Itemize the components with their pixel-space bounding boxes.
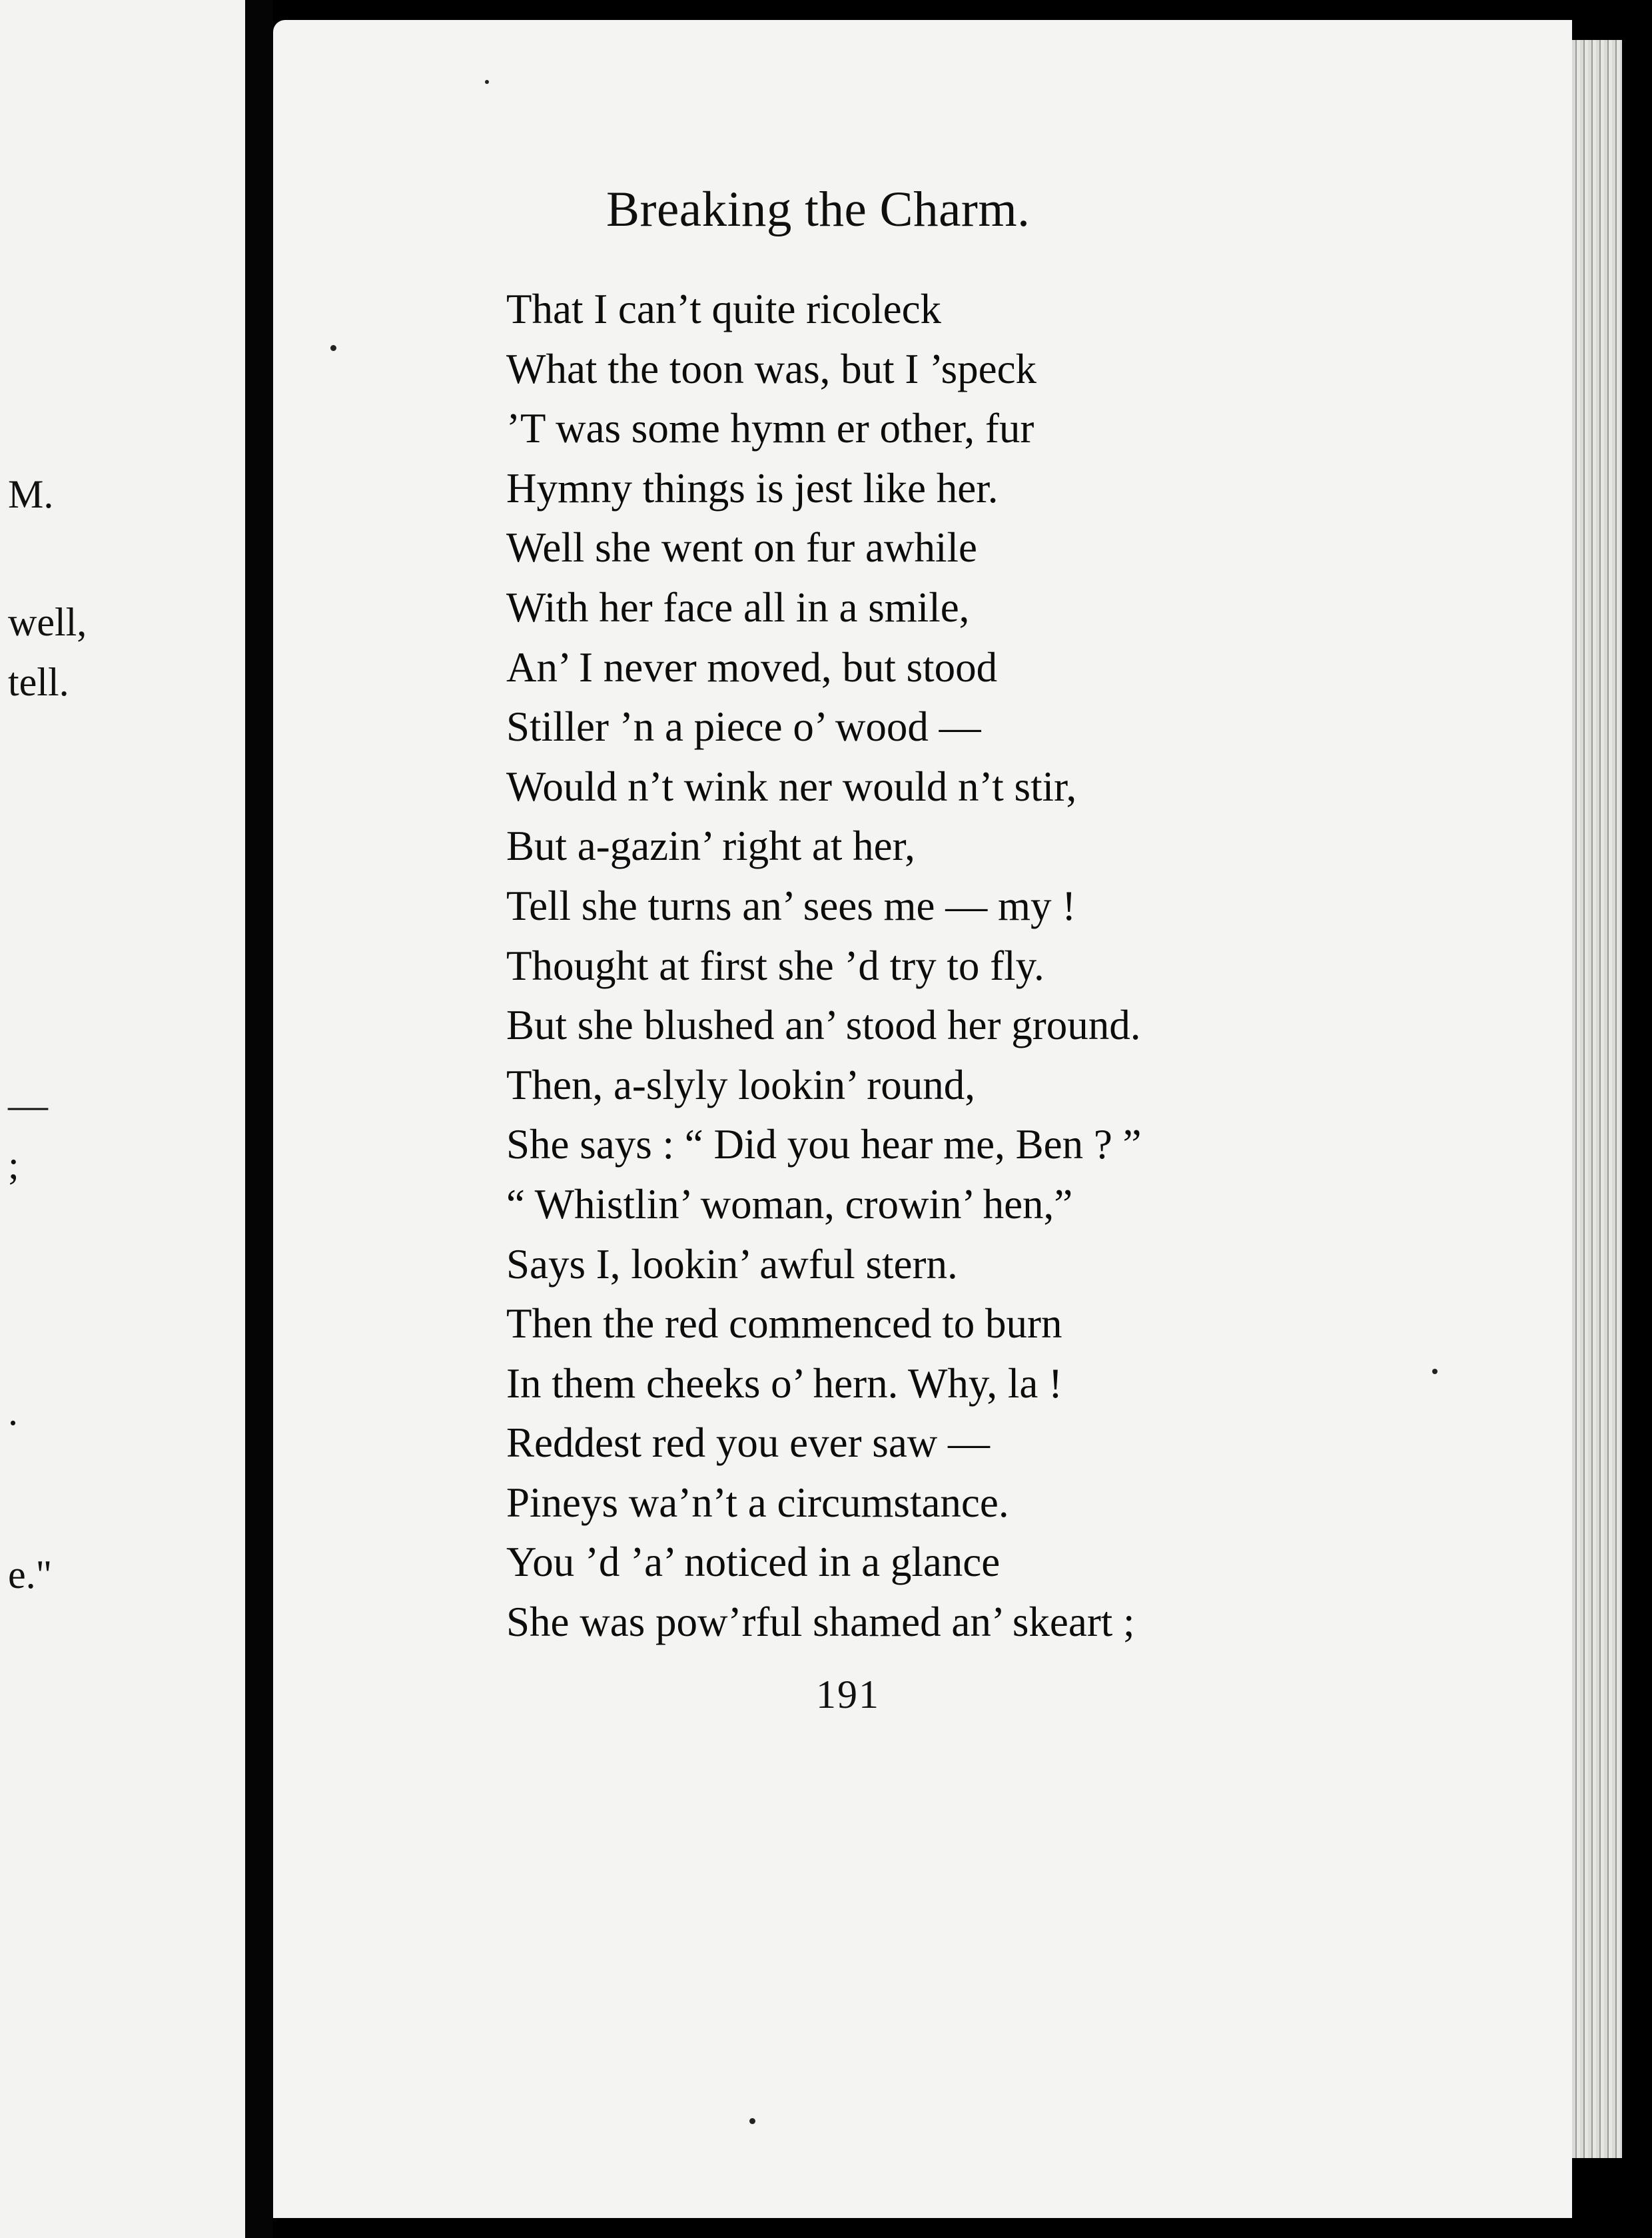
ink-speck bbox=[485, 80, 489, 84]
left-page-fragment: well, bbox=[8, 600, 87, 644]
poem-line: You ’d ’a’ noticed in a glance bbox=[506, 1539, 1001, 1586]
poem-line: What the toon was, but I ’speck bbox=[506, 345, 1037, 392]
poem-line: Reddest red you ever saw — bbox=[506, 1419, 991, 1467]
page-number: 191 bbox=[816, 1673, 880, 1716]
poem-line: “ Whistlin’ woman, crowin’ hen,” bbox=[506, 1180, 1073, 1228]
ink-speck bbox=[749, 2118, 755, 2124]
poem-line: Hymny things is jest like her. bbox=[506, 464, 999, 512]
poem-line: But she blushed an’ stood her ground. bbox=[506, 1002, 1141, 1049]
page-edges bbox=[1572, 40, 1622, 2158]
poem-line: She was pow’rful shamed an’ skeart ; bbox=[506, 1599, 1135, 1646]
poem-line: Stiller ’n a piece o’ wood — bbox=[506, 703, 981, 751]
left-page-fragment: — bbox=[8, 1083, 48, 1127]
poem-line: Thought at first she ’d try to fly. bbox=[506, 942, 1044, 989]
left-page-fragment: M. bbox=[8, 472, 54, 516]
left-page-fragment: ; bbox=[8, 1143, 19, 1187]
poem-line: With her face all in a smile, bbox=[506, 583, 970, 631]
poem-line: Then, a-slyly lookin’ round, bbox=[506, 1061, 975, 1108]
previous-page-edge bbox=[0, 0, 245, 2238]
poem-line: ’T was some hymn er other, fur bbox=[506, 405, 1034, 452]
poem-line: Pineys wa’n’t a circumstance. bbox=[506, 1479, 1009, 1526]
poem-text bbox=[506, 280, 1142, 1653]
poem-line: In them cheeks o’ hern. Why, la ! bbox=[506, 1359, 1063, 1407]
poem-line: Well she went on fur awhile bbox=[506, 524, 977, 571]
left-page-fragment: tell. bbox=[8, 660, 69, 704]
poem-line: But a-gazin’ right at her, bbox=[506, 823, 915, 870]
ink-speck bbox=[330, 345, 336, 351]
poem-line: Tell she turns an’ sees me — my ! bbox=[506, 882, 1076, 929]
left-page-fragment: e." bbox=[8, 1553, 53, 1597]
poem-line: Would n’t wink ner would n’t stir, bbox=[506, 763, 1077, 810]
left-page-fragment: . bbox=[8, 1389, 18, 1433]
poem-line: Then the red commenced to burn bbox=[506, 1300, 1062, 1347]
ink-speck bbox=[1432, 1369, 1438, 1374]
poem-line: She says : “ Did you hear me, Ben ? ” bbox=[506, 1121, 1142, 1168]
poem-line: An’ I never moved, but stood bbox=[506, 643, 998, 691]
poem-line: That I can’t quite ricoleck bbox=[506, 286, 942, 332]
poem-title: Breaking the Charm. bbox=[606, 182, 1031, 237]
book-gutter bbox=[245, 0, 273, 2238]
poem-line: Says I, lookin’ awful stern. bbox=[506, 1240, 958, 1288]
